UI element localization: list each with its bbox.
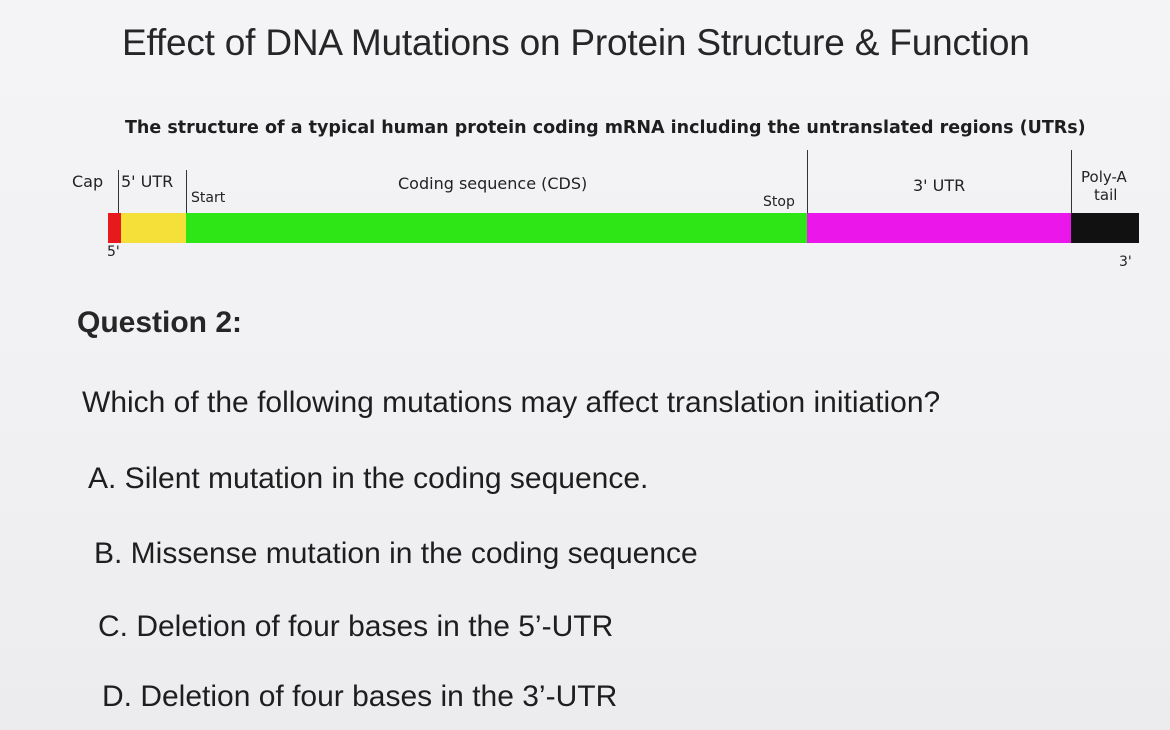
option-b: B. Missense mutation in the coding sequence xyxy=(94,537,698,570)
cds-segment xyxy=(186,213,807,243)
cap-label: Cap xyxy=(72,172,104,191)
cds-label: Coding sequence (CDS) xyxy=(398,174,588,193)
stop-label: Stop xyxy=(763,194,795,210)
option-c: C. Deletion of four bases in the 5’-UTR xyxy=(98,610,614,643)
cap-boundary-tick xyxy=(118,170,119,213)
utr3-label: 3' UTR xyxy=(913,176,966,195)
start-label: Start xyxy=(191,190,226,206)
polya-label-line2: tail xyxy=(1094,186,1118,204)
start-boundary-tick xyxy=(186,170,187,213)
utr5-segment xyxy=(121,213,186,243)
cap-segment xyxy=(108,213,121,243)
five-prime-end-label: 5' xyxy=(107,244,120,260)
utr3-segment xyxy=(807,213,1071,243)
polya-segment xyxy=(1071,213,1139,243)
diagram-caption: The structure of a typical human protein coding mRNA including the untranslated regions (UTRs) xyxy=(125,118,1086,138)
question-text: Which of the following mutations may affect translation initiation? xyxy=(82,386,941,419)
polya-boundary-tick xyxy=(1071,150,1072,213)
option-a: A. Silent mutation in the coding sequence. xyxy=(88,462,649,495)
page-title: Effect of DNA Mutations on Protein Structure & Function xyxy=(122,22,1030,63)
utr5-label: 5' UTR xyxy=(121,172,174,191)
three-prime-end-label: 3' xyxy=(1119,254,1132,270)
stop-boundary-tick xyxy=(807,150,808,213)
polya-label-line1: Poly-A xyxy=(1081,168,1127,186)
question-heading: Question 2: xyxy=(77,306,243,339)
option-d: D. Deletion of four bases in the 3’-UTR xyxy=(102,680,618,713)
